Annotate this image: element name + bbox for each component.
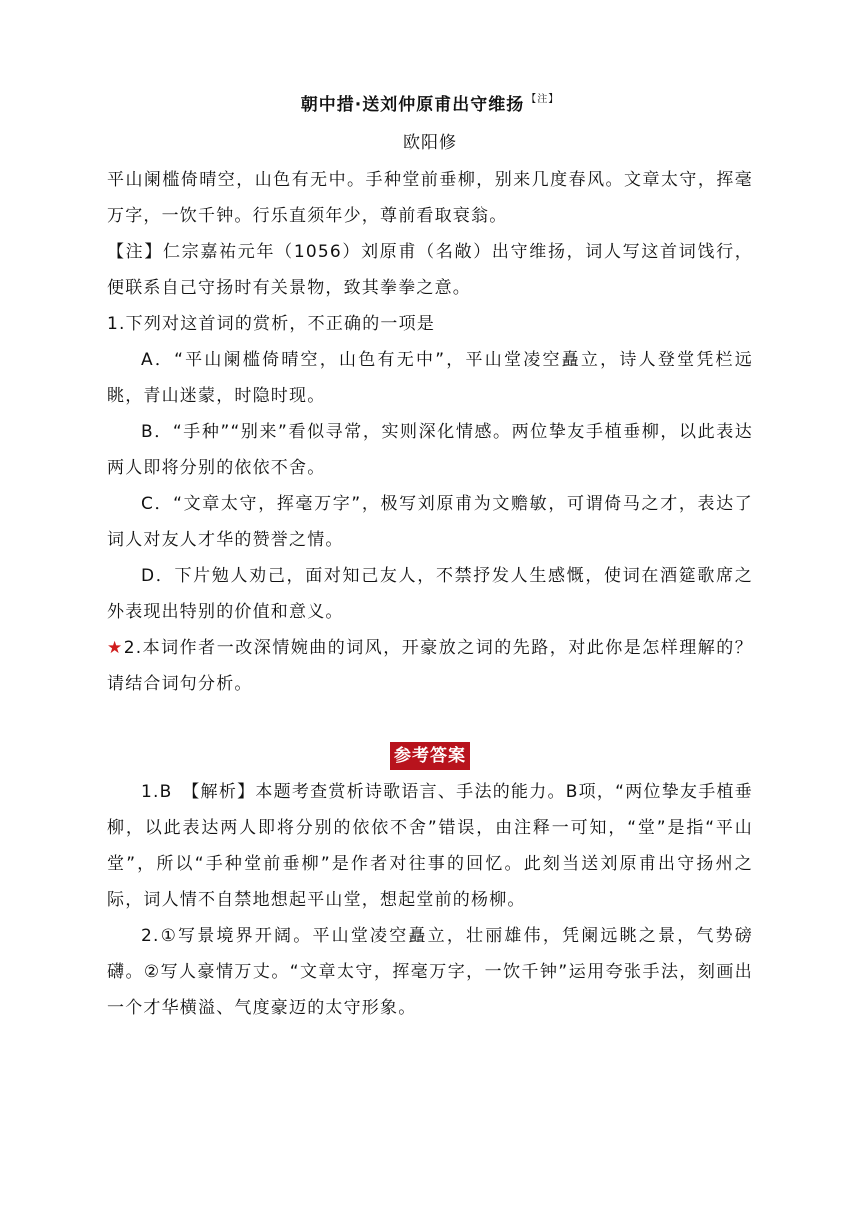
question-1-option-d: D．下片勉人劝己，面对知己友人，不禁抒发人生感慨，使词在酒筵歌席之外表现出特别的价值和意义。 <box>107 566 753 622</box>
poem-note: 【注】仁宗嘉祐元年（1056）刘原甫（名敞）出守维扬，词人写这首词饯行，便联系自己守扬时有关景物，致其拳拳之意。 <box>107 242 753 298</box>
answer-1: 1.B 【解析】本题考查赏析诗歌语言、手法的能力。B项，“两位挚友手植垂柳，以此表达两人即将分别的依依不舍”错误，由注释一可知，“堂”是指“平山堂”，所以“手种堂前垂柳”是作者对往事的回忆。此刻当送刘原甫出守扬州之际，词人情不自禁地想起平山堂，想起堂前的杨柳。 <box>107 782 753 910</box>
document-body <box>107 162 753 1026</box>
question-1-stem: 1.下列对这首词的赏析，不正确的一项是 <box>107 314 436 334</box>
question-2 <box>107 630 753 702</box>
answer-2: 2.①写景境界开阔。平山堂凌空矗立，壮丽雄伟，凭阑远眺之景，气势磅礴。②写人豪情万丈。“文章太守，挥毫万字，一饮千钟”运用夸张手法，刻画出一个才华横溢、气度豪迈的太守形象。 <box>107 926 753 1018</box>
star-icon: ★ <box>107 638 124 658</box>
answer-badge: 参考答案 <box>390 742 470 770</box>
question-1-option-c: C．“文章太守，挥毫万字”，极写刘原甫为文赡敏，可谓倚马之才，表达了词人对友人才华的赞誉之情。 <box>107 494 753 550</box>
question-2-stem: 2.本词作者一改深情婉曲的词风，开豪放之词的先路，对此你是怎样理解的？请结合词句分析。 <box>107 638 753 694</box>
poem-title <box>0 90 860 115</box>
title-note-mark: 【注】 <box>526 94 560 105</box>
answer-heading <box>107 742 753 772</box>
poem-title-text: 朝中措·送刘仲原甫出守维扬 <box>300 95 525 115</box>
poem-author: 欧阳修 <box>403 133 457 153</box>
poem-text: 平山阑槛倚晴空，山色有无中。手种堂前垂柳，别来几度春风。文章太守，挥毫万字，一饮千钟。行乐直须年少，尊前看取衰翁。 <box>107 170 753 226</box>
question-1-option-a: A．“平山阑槛倚晴空，山色有无中”，平山堂凌空矗立，诗人登堂凭栏远眺，青山迷蒙，时隐时现。 <box>107 350 753 406</box>
question-1-option-b: B．“手种”“别来”看似寻常，实则深化情感。两位挚友手植垂柳，以此表达两人即将分别的依依不舍。 <box>107 422 753 478</box>
